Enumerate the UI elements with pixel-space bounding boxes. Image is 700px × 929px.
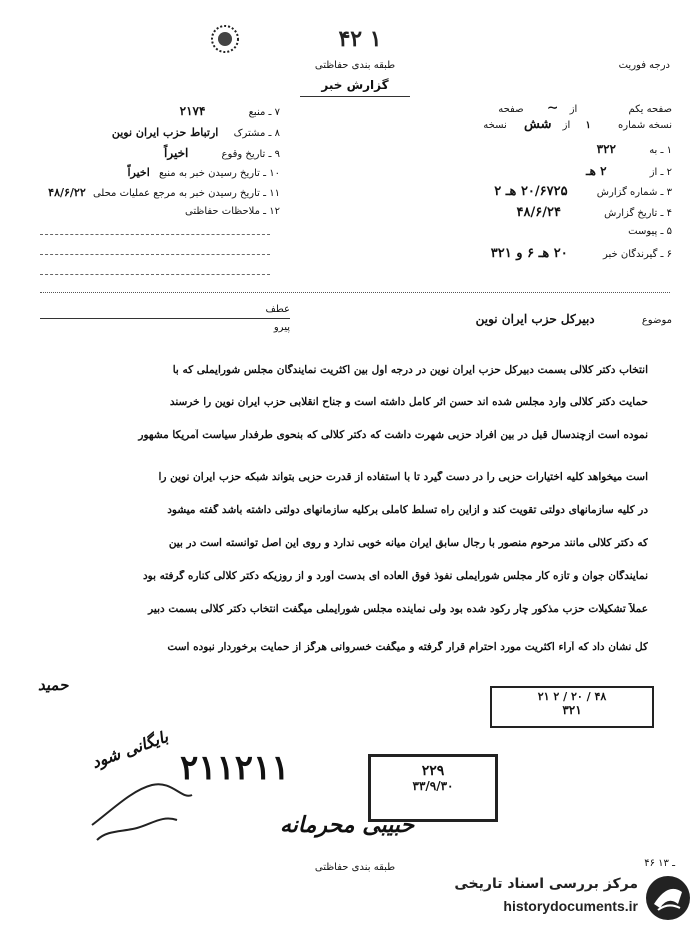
page-title: گزارش خبر xyxy=(321,78,389,92)
stamp1-line2: ۳۲۱ xyxy=(562,703,582,717)
bottom-signature: حبیبی محرمانه xyxy=(280,812,415,838)
body-line-3: نموده است ازچندسال قبل در بین افراد حزبی شهرت داشت که دکتر کلالی که بنحوی طرفدار سیاست آمریکا مشهور xyxy=(138,429,648,441)
from-row xyxy=(442,164,672,178)
punch-hole-seal xyxy=(208,22,242,56)
body-line-8: عملاً تشکیلات حزب مذکور چار رکود شده بود ولی نماینده مجلس شورایملی میگفت انتخاب دکتر کلالی بسمت دبیر xyxy=(148,603,648,615)
attachment-label: ۵ ـ پیوست xyxy=(628,226,672,237)
body-line-7: نمایندگان جوان و تازه کار مجلس شورایملی نفوذ فوق العاده ای بدست آورد و از روزیکه دکتر کلالی کناره گرفته بود xyxy=(142,570,648,582)
attachment-row xyxy=(422,226,672,237)
report-date-value: ۴۸/۶/۲۴ xyxy=(516,205,561,220)
logo-title: مرکز بررسی اسناد تاریخی xyxy=(454,876,638,892)
org-row xyxy=(40,126,280,139)
body-line-1: انتخاب دکتر کلالی بسمت دبیرکل حزب ایران نوین در درجه اول بین اکثریت نمایندگان مجلس شورایملی که با xyxy=(172,364,648,376)
body-line-2: حمایت دکتر کلالی وارد مجلس شده اند حسن اثر کامل داشته است و جناح انقلابی حزب ایران نوین را خرسند xyxy=(169,396,648,408)
report-date-row xyxy=(422,205,672,220)
footer-page-number: ۴۶ ـ ۱۳ xyxy=(644,858,675,869)
report-number-label: ۳ ـ شماره گزارش xyxy=(596,187,672,198)
body-line-9: کل نشان داد که آراء اکثریت مورد احترام قرار گرفته و میگفت خسروانی هرگز از حمایت برخوردار نبوده است xyxy=(167,641,648,653)
source-row xyxy=(40,104,280,118)
notes-line-3 xyxy=(40,274,270,275)
report-fields xyxy=(422,100,672,134)
copy-value: ۱ xyxy=(585,120,591,131)
received-ops-value: ۴۸/۶/۲۲ xyxy=(48,186,86,199)
stamp2-sub: ۳۳/۹/۳۰ xyxy=(412,779,454,793)
report-number-value: ۲۰/۶۷۲۵ هـ ۲ xyxy=(494,184,568,199)
from-value: ۲ هـ xyxy=(586,164,607,178)
notes-row xyxy=(40,206,280,217)
priority-label: درجه فوریت xyxy=(618,60,670,71)
page-row: صفحه یکم از ∽ صفحه xyxy=(498,100,672,116)
archive-number: ۲۱۱۲۱۱ xyxy=(180,748,290,788)
event-date-value: اخیراً xyxy=(164,146,189,160)
org-label: ۸ ـ مشترک xyxy=(233,128,280,139)
signature-scribble xyxy=(82,770,202,850)
body-line-5: در کلیه سازمانهای دولتی تقویت کند و ازاین راه تسلط کاملی برکلیه سازمانهای دولتی داشته باشد گفته میشود xyxy=(167,504,648,516)
handwritten-note: بایگانی شود xyxy=(89,726,171,773)
received-source-value: اخیراً xyxy=(127,166,150,179)
subject-value: دبیرکل حزب ایران نوین xyxy=(475,312,595,326)
stamp1-line1: ۲۱ ۲ / ۲۰ / ۴۸ xyxy=(537,690,607,703)
body-line-4: است میخواهد کلیه اختیارات حزبی را در دست گیرد تا با استفاده از قدرت حزبی بتواند شبکه حزب ایران نوین را xyxy=(158,471,648,483)
page-label: صفحه یکم xyxy=(628,104,672,115)
org-value: ارتباط حزب ایران نوین xyxy=(111,126,219,139)
copy-label: نسخه شماره xyxy=(618,120,672,131)
classification-label-bottom: طبقه بندی حفاظتی xyxy=(314,862,396,873)
report-number-row xyxy=(422,184,672,199)
source-label: ۷ ـ منبع xyxy=(248,107,280,118)
report-date-label: ۴ ـ تاریخ گزارش xyxy=(604,208,672,219)
section-divider xyxy=(40,292,670,293)
notes-label: ۱۲ ـ ملاحظات حفاظتی xyxy=(185,206,280,217)
classification-label-top: طبقه بندی حفاظتی xyxy=(314,60,396,71)
peyro-label: پیرو xyxy=(273,322,290,333)
copy-unit: نسخه xyxy=(483,120,507,131)
event-date-row xyxy=(40,146,280,160)
page-count-label: صفحه xyxy=(498,104,524,115)
archive-logo-watermark xyxy=(420,870,696,926)
source-value: ۲۱۷۴ xyxy=(179,104,206,118)
recipients-row xyxy=(422,246,672,261)
reference-label: عطف xyxy=(265,304,290,315)
subject-label: موضوع xyxy=(641,315,672,326)
copy-from: از xyxy=(562,120,571,131)
event-date-label: ۹ ـ تاریخ وقوع xyxy=(221,149,280,160)
to-label: ۱ ـ به xyxy=(649,145,672,156)
stamp2-number: ۲۲۹ xyxy=(421,763,445,779)
received-source-row xyxy=(40,166,280,179)
notes-line-2 xyxy=(40,254,270,255)
registration-stamp xyxy=(490,686,654,728)
received-source-label: ۱۰ ـ تاریخ رسیدن خبر به منبع xyxy=(158,168,280,179)
top-handwritten-number: ۴۲ ۱ xyxy=(338,26,382,52)
handwritten-initial: حمید xyxy=(38,676,69,694)
received-ops-label: ۱۱ ـ تاریخ رسیدن خبر به مرجع عملیات محلی xyxy=(92,188,280,199)
recipients-value: ۲۰ هـ ۶ و ۳۲۱ xyxy=(490,246,568,261)
subject-row xyxy=(412,312,672,326)
to-row xyxy=(442,142,672,156)
reference-line xyxy=(40,318,290,319)
received-ops-row xyxy=(28,186,280,199)
archive-logo-icon xyxy=(644,874,692,922)
from-label: ۲ ـ از xyxy=(649,167,672,178)
page-from: از xyxy=(569,104,578,115)
title-underline xyxy=(300,96,410,97)
recipients-label: ۶ ـ گیرندگان خبر xyxy=(602,249,672,260)
body-line-6: که دکتر کلالی مانند مرحوم منصور با رجال سابق ایران میانه خوبی ندارد و روی این اصل توانسته است در بین xyxy=(168,537,648,549)
copy-total: شش xyxy=(524,117,552,132)
copy-row xyxy=(422,117,672,134)
to-value: ۳۲۲ xyxy=(596,142,616,156)
logo-url: historydocuments.ir xyxy=(503,898,638,914)
notes-line-1 xyxy=(40,234,270,235)
